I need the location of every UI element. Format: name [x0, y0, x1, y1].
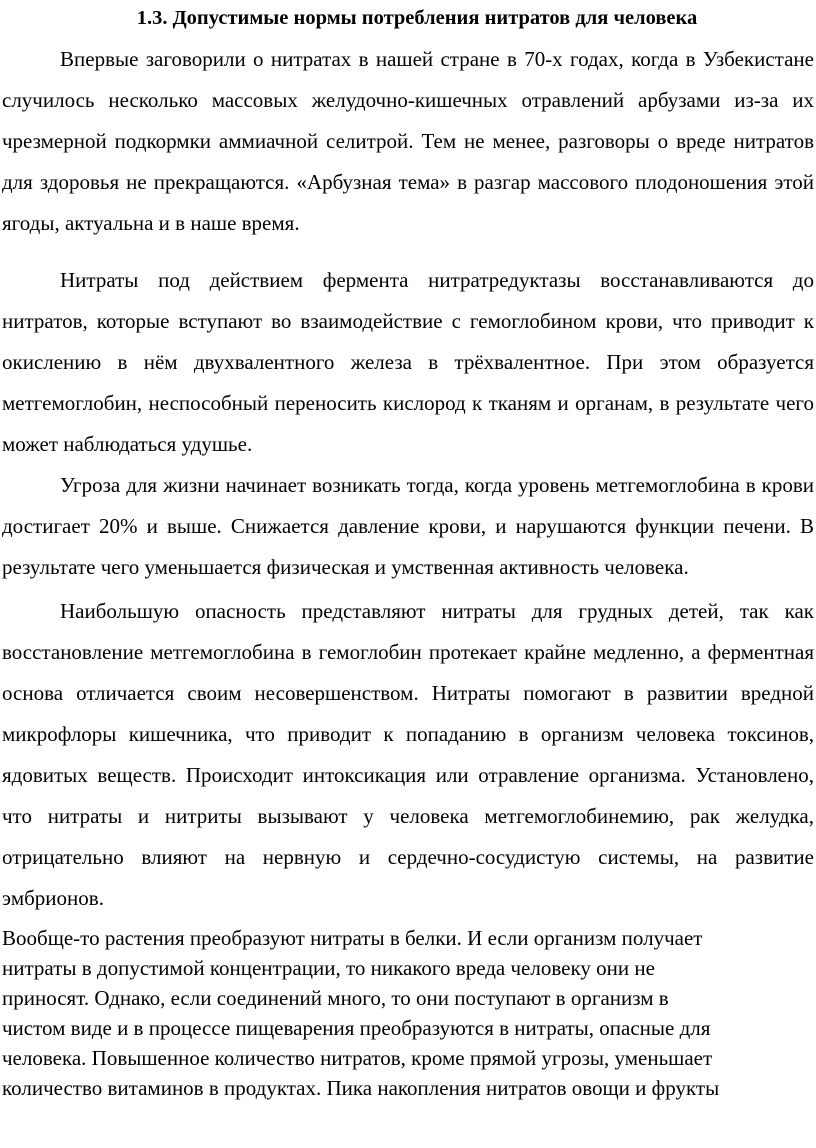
paragraph-1: Впервые заговорили о нитратах в нашей стране в 70-х годах, когда в Узбекистане случилось несколько массовых желудочно-кишечных отравлений арбузами из-за их чрезмерной подкормки аммиачной селитрой. Тем не менее, разговоры о вреде нитратов для здоровья не прекращаются. «Арбузная тема» в разгар массового плодоношения этой ягоды, актуальна и в наше время. [2, 47, 814, 235]
section-heading: 1.3. Допустимые нормы потребления нитратов для человека [136, 7, 698, 29]
paragraph-5: Вообще-то растения преобразуют нитраты в белки. И если организм получает нитраты в допустимой концентрации, то никакого вреда человеку они не приносят. Однако, если соединений много, то они поступают в организм в чистом виде и в процессе пищеварения преобразуются в нитраты, опасные для человека. Повышенное количество нитратов, кроме прямой угрозы, уменьшает количество витаминов в продуктах. Пика накопления нитратов овощи и фрукты [2, 926, 720, 1100]
paragraph-4: Наибольшую опасность представляют нитраты для грудных детей, так как восстановление метгемоглобина в гемоглобин протекает крайне медленно, а ферментная основа отличается своим несовершенством. Нитраты помогают в развитии вредной микрофлоры кишечника, что приводит к попаданию в организм человека токсинов, ядовитых веществ. Происходит интоксикация или отравление организма. Установлено, что нитраты и нитриты вызывают у человека метгемоглобинемию, рак желудка, отрицательно влияют на нервную и сердечно-сосудистую системы, на развитие эмбрионов. [2, 599, 814, 910]
paragraph-2: Нитраты под действием фермента нитратредуктазы восстанавливаются до нитратов, которые вступают во взаимодействие с гемоглобином крови, что приводит к окислению в нём двухвалентного железа в трёхвалентное. При этом образуется метгемоглобин, неспособный переносить кислород к тканям и органам, в результате чего может наблюдаться удушье. [2, 268, 814, 456]
paragraph-3: Угроза для жизни начинает возникать тогда, когда уровень метгемоглобина в крови достигает 20% и выше. Снижается давление крови, и нарушаются функции печени. В результате чего уменьшается физическая и умственная активность человека. [2, 473, 814, 579]
